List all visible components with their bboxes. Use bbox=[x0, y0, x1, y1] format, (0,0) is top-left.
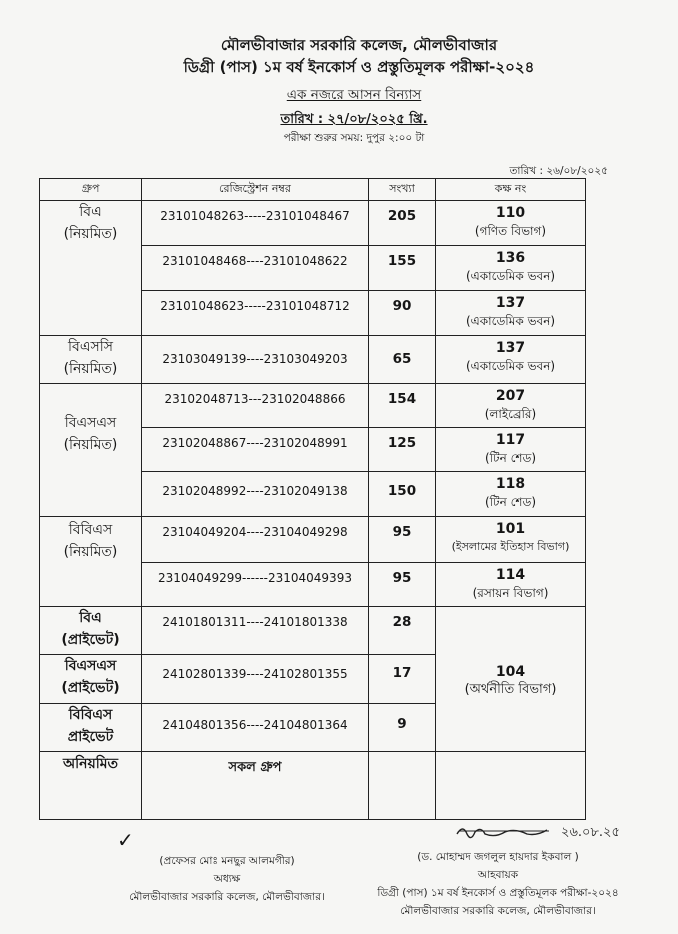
group-name: বিএসসি bbox=[68, 339, 113, 355]
group-name: বিএ bbox=[79, 610, 102, 626]
student-count: 65 bbox=[369, 336, 436, 384]
table-row bbox=[40, 384, 586, 428]
registration-range: 23102048867----23102048991 bbox=[142, 428, 369, 472]
group-type: (প্রাইভেট) bbox=[61, 632, 120, 648]
room-cell: 118 (টিন শেড) bbox=[436, 472, 586, 517]
group-type: (নিয়মিত) bbox=[63, 437, 118, 453]
registration-range: 23104049204----23104049298 bbox=[142, 517, 369, 563]
registration-range: 23104049299------23104049393 bbox=[142, 563, 369, 607]
convener-signature-block bbox=[348, 848, 648, 920]
exam-time: পরীক্ষা শুরুর সময়: দুপুর ২:০০ টা bbox=[283, 132, 425, 144]
principal-title: অধ্যক্ষ bbox=[213, 873, 241, 885]
group-type: (নিয়মিত) bbox=[63, 361, 118, 377]
seat-plan-table bbox=[39, 178, 586, 820]
registration-range: 23101048623-----23101048712 bbox=[142, 291, 369, 336]
table-header-row bbox=[40, 179, 586, 201]
principal-org: মৌলভীবাজার সরকারি কলেজ, মৌলভীবাজার। bbox=[129, 891, 325, 903]
issue-date: তারিখ : ২৬/০৮/২০২৫ bbox=[509, 165, 608, 177]
student-count: 17 bbox=[369, 655, 436, 704]
seat-plan-title: এক নজরে আসন বিন্যাস bbox=[286, 87, 422, 103]
student-count: 95 bbox=[369, 517, 436, 563]
group-cell bbox=[40, 517, 142, 607]
room-cell: 110 (গণিত বিভাগ) bbox=[436, 201, 586, 246]
group-name: বিএসএস bbox=[64, 415, 117, 431]
principal-signature-block bbox=[97, 852, 357, 906]
convener-name: (ড. মোহাম্মদ জগলুল হায়দার ইকবাল ) bbox=[417, 851, 579, 863]
student-count: 95 bbox=[369, 563, 436, 607]
table-row bbox=[40, 607, 586, 655]
room-cell: 137 (একাডেমিক ভবন) bbox=[436, 336, 586, 384]
group-type: প্রাইভেট bbox=[67, 729, 114, 745]
empty-room bbox=[436, 752, 586, 820]
group-irregular: অনিয়মিত bbox=[40, 752, 142, 820]
room-cell: 136 (একাডেমিক ভবন) bbox=[436, 246, 586, 291]
student-count: 28 bbox=[369, 607, 436, 655]
document-header bbox=[0, 34, 678, 146]
convener-title: আহবায়ক bbox=[477, 869, 519, 881]
registration-range: 23101048263-----23101048467 bbox=[142, 201, 369, 246]
student-count: 154 bbox=[369, 384, 436, 428]
empty-count bbox=[369, 752, 436, 820]
exam-title: ডিগ্রী (পাস) ১ম বর্ষ ইনকোর্স ও প্রস্তুতিমূলক পরীক্ষা-২০২৪ bbox=[183, 58, 535, 76]
header-room: কক্ষ নং bbox=[436, 179, 586, 201]
registration-range: 24104801356----24104801364 bbox=[142, 704, 369, 752]
student-count: 205 bbox=[369, 201, 436, 246]
group-name: বিবিএস bbox=[68, 707, 113, 723]
student-count: 90 bbox=[369, 291, 436, 336]
group-type: (নিয়মিত) bbox=[63, 544, 118, 560]
table-row bbox=[40, 201, 586, 246]
group-cell bbox=[40, 607, 142, 655]
group-cell bbox=[40, 384, 142, 517]
handwritten-signature bbox=[453, 820, 643, 842]
room-cell: 114 (রসায়ন বিভাগ) bbox=[436, 563, 586, 607]
group-type: (প্রাইভেট) bbox=[61, 680, 120, 696]
room-cell: 207 (লাইব্রেরি) bbox=[436, 384, 586, 428]
student-count: 155 bbox=[369, 246, 436, 291]
group-cell bbox=[40, 704, 142, 752]
table-row bbox=[40, 752, 586, 820]
room-cell: 137 (একাডেমিক ভবন) bbox=[436, 291, 586, 336]
group-cell bbox=[40, 336, 142, 384]
college-name: মৌলভীবাজার সরকারি কলেজ, মৌলভীবাজার bbox=[220, 36, 498, 54]
table-row bbox=[40, 336, 586, 384]
room-cell-merged: 104 (অর্থনীতি বিভাগ) bbox=[436, 607, 586, 752]
group-type: (নিয়মিত) bbox=[63, 226, 118, 242]
group-cell bbox=[40, 655, 142, 704]
registration-range: 23102048992----23102049138 bbox=[142, 472, 369, 517]
header-count: সংখ্যা bbox=[369, 179, 436, 201]
convener-exam: ডিগ্রী (পাস) ১ম বর্ষ ইনকোর্স ও প্রস্তুতিমূলক পরীক্ষা-২০২৪ bbox=[377, 887, 619, 899]
registration-range: 23101048468----23101048622 bbox=[142, 246, 369, 291]
exam-date: তারিখ : ২৭/০৮/২০২৫ খ্রি. bbox=[280, 112, 428, 127]
table-row bbox=[40, 517, 586, 563]
group-name: বিএসএস bbox=[64, 658, 117, 674]
student-count: 125 bbox=[369, 428, 436, 472]
group-name: বিবিএস bbox=[68, 522, 113, 538]
header-group: গ্রুপ bbox=[40, 179, 142, 201]
group-cell bbox=[40, 201, 142, 336]
room-cell: 117 (টিন শেড) bbox=[436, 428, 586, 472]
student-count: 150 bbox=[369, 472, 436, 517]
registration-range: 23103049139----23103049203 bbox=[142, 336, 369, 384]
all-groups: সকল গ্রুপ bbox=[142, 752, 369, 820]
registration-range: 23102048713---23102048866 bbox=[142, 384, 369, 428]
checkmark-icon: ✓ bbox=[117, 828, 134, 852]
principal-name: (প্রফেসর মোঃ মনছুর আলমগীর) bbox=[159, 855, 295, 867]
header-registration: রেজিস্ট্রেশন নম্বর bbox=[142, 179, 369, 201]
group-name: বিএ bbox=[79, 204, 102, 220]
registration-range: 24101801311----24101801338 bbox=[142, 607, 369, 655]
room-cell: 101 (ইসলামের ইতিহাস বিভাগ) bbox=[436, 517, 586, 563]
signature-date: ২৬.০৮.২৫ bbox=[561, 825, 620, 840]
student-count: 9 bbox=[369, 704, 436, 752]
convener-org: মৌলভীবাজার সরকারি কলেজ, মৌলভীবাজার। bbox=[400, 905, 596, 917]
registration-range: 24102801339----24102801355 bbox=[142, 655, 369, 704]
